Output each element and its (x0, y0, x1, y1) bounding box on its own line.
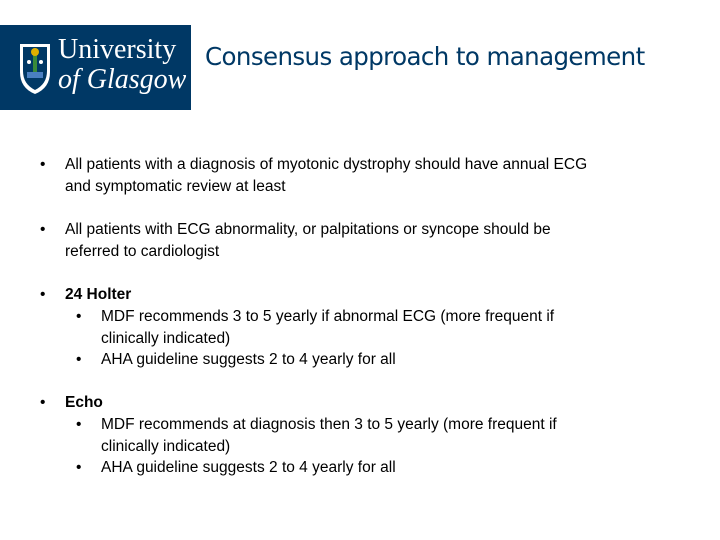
bullet-dot: • (40, 286, 46, 303)
bullet-3-sub-1-line-1: MDF recommends 3 to 5 yearly if abnormal ECG (more frequent if (101, 308, 555, 325)
bullet-1-line-1: All patients with a diagnosis of myotonic dystrophy should have annual ECG (65, 156, 588, 173)
bullet-3-sub-1-line-2: clinically indicated) (101, 329, 231, 347)
bullet-3-sub-2-line-1: AHA guideline suggests 2 to 4 yearly for all (101, 351, 396, 368)
bullet-4-heading: Echo (65, 394, 103, 411)
logo-line-2: of Glasgow (58, 64, 187, 95)
bullet-2-line-2: referred to cardiologist (65, 242, 220, 260)
bullet-4-sub-2-line-1: AHA guideline suggests 2 to 4 yearly for all (101, 459, 396, 476)
bullet-1-line-2: and symptomatic review at least (65, 177, 286, 195)
bullet-2-line-1: All patients with ECG abnormality, or palpitations or syncope should be (65, 221, 551, 238)
bullet-dot: • (40, 156, 46, 173)
logo-line-1: University (58, 34, 177, 65)
bullet-dot: • (76, 351, 82, 368)
bullet-4-sub-1-line-1: MDF recommends at diagnosis then 3 to 5 yearly (more frequent if (101, 416, 557, 433)
bullet-3-heading: 24 Holter (65, 286, 132, 303)
bullet-dot: • (76, 308, 82, 325)
university-crest-icon (18, 42, 52, 96)
logo-wordmark (58, 35, 186, 95)
bullet-dot: • (76, 416, 82, 433)
bullet-dot: • (40, 394, 46, 411)
bullet-4-sub-1-line-2: clinically indicated) (101, 437, 231, 455)
bullet-dot: • (76, 459, 82, 476)
slide-title: Consensus approach to management (205, 42, 645, 71)
university-logo (0, 25, 191, 110)
bullet-dot: • (40, 221, 46, 238)
